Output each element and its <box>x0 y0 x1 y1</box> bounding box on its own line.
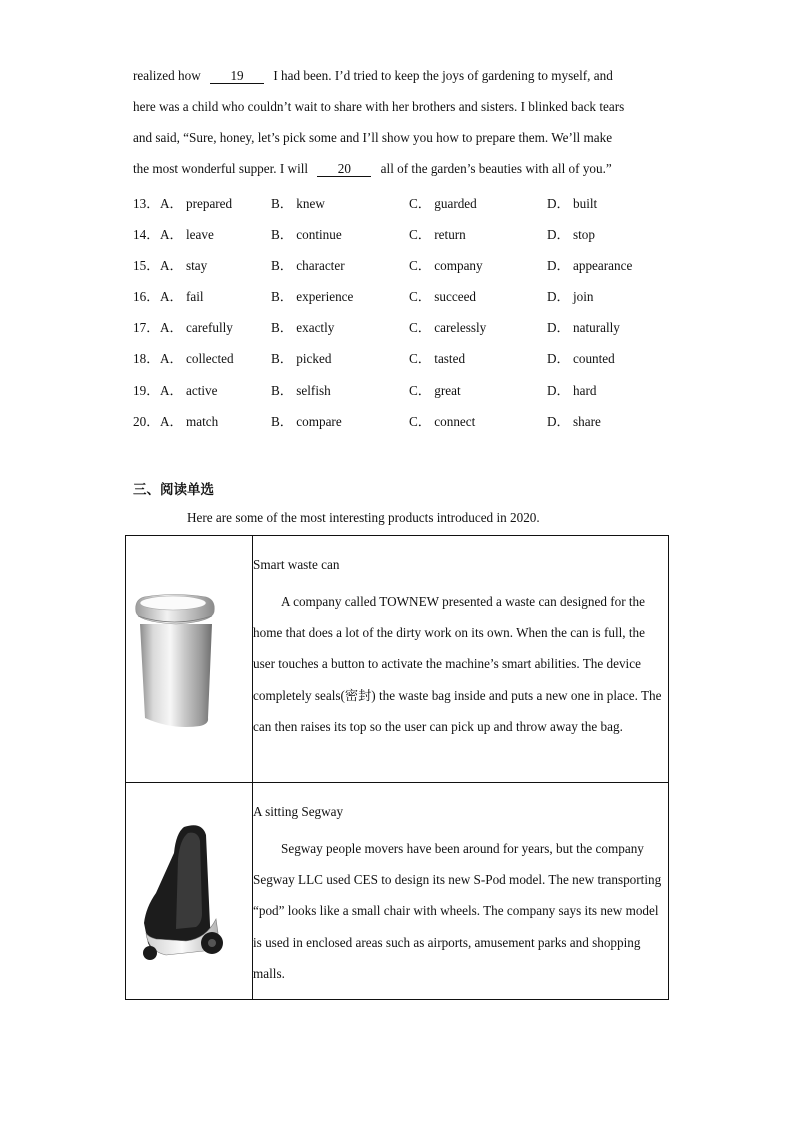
passage-line-2: here was a child who couldn’t wait to share with her brothers and sisters. I blinked back tears <box>133 99 625 114</box>
option-a[interactable]: A． carefully <box>160 320 233 335</box>
question-number: 20． <box>133 414 160 429</box>
option-a[interactable]: A． leave <box>160 227 214 242</box>
option-d[interactable]: D． naturally <box>547 320 620 335</box>
option-b[interactable]: B． picked <box>271 351 332 366</box>
passage-line-4 <box>133 161 612 177</box>
passage-line-1 <box>133 68 613 84</box>
option-c[interactable]: C． return <box>409 227 466 242</box>
option-c[interactable]: C． connect <box>409 414 476 429</box>
passage-text: the most wonderful supper. I will <box>133 161 309 176</box>
product-image-cell <box>126 536 253 783</box>
products-table <box>125 535 669 1000</box>
option-d[interactable]: D． counted <box>547 351 615 366</box>
option-b[interactable]: B． selfish <box>271 383 331 398</box>
option-b[interactable]: B． exactly <box>271 320 335 335</box>
option-c[interactable]: C． guarded <box>409 196 477 211</box>
question-number: 15． <box>133 258 160 273</box>
product-description: A company called TOWNEW presented a waste can designed for the home that does a lot of the dirty work on its own. When the can is full, the user touches a button to activate the machine’s smart abilities. The device completely seals(密封) the waste bag inside and puts a new one in place. The can then raises its top so the user can pick up and throw away the bag. <box>253 594 662 734</box>
blank-20: 20 <box>317 162 371 177</box>
option-c[interactable]: C． great <box>409 383 461 398</box>
product-image-cell <box>126 783 253 1000</box>
blank-19: 19 <box>210 69 264 84</box>
option-c[interactable]: C． tasted <box>409 351 466 366</box>
option-d[interactable]: D． share <box>547 414 601 429</box>
option-a[interactable]: A． active <box>160 383 218 398</box>
question-number: 13． <box>133 196 160 211</box>
table-row <box>126 536 669 783</box>
question-number: 18． <box>133 351 160 366</box>
option-c[interactable]: C． company <box>409 258 483 273</box>
option-a[interactable]: A． fail <box>160 289 204 304</box>
option-a[interactable]: A． match <box>160 414 219 429</box>
option-c[interactable]: C． succeed <box>409 289 477 304</box>
segway-image <box>126 783 252 995</box>
question-number: 14． <box>133 227 160 242</box>
option-a[interactable]: A． stay <box>160 258 208 273</box>
option-a[interactable]: A． collected <box>160 351 234 366</box>
option-d[interactable]: D． built <box>547 196 598 211</box>
option-d[interactable]: D． join <box>547 289 594 304</box>
table-row <box>126 783 669 1000</box>
product-title: A sitting Segway <box>253 804 344 819</box>
option-d[interactable]: D． hard <box>547 383 597 398</box>
option-d[interactable]: D． stop <box>547 227 595 242</box>
option-b[interactable]: B． experience <box>271 289 354 304</box>
option-b[interactable]: B． knew <box>271 196 325 211</box>
option-b[interactable]: B． continue <box>271 227 342 242</box>
section-title: 三、阅读单选 <box>133 482 214 498</box>
option-d[interactable]: D． appearance <box>547 258 633 273</box>
product-text-cell <box>253 536 669 783</box>
product-description: Segway people movers have been around for years, but the company Segway LLC used CES to design its new S-Pod model. The new transporting “pod” looks like a small chair with wheels. The company says its new model is used in enclosed areas such as airports, amusement parks and shopping malls. <box>253 841 662 981</box>
option-b[interactable]: B． character <box>271 258 345 273</box>
question-number: 19． <box>133 383 160 398</box>
option-c[interactable]: C． carelessly <box>409 320 487 335</box>
section-intro: Here are some of the most interesting products introduced in 2020. <box>187 510 540 525</box>
product-text-cell <box>253 783 669 1000</box>
question-number: 17． <box>133 320 160 335</box>
question-number: 16． <box>133 289 160 304</box>
waste-can-image <box>126 536 252 778</box>
product-title: Smart waste can <box>253 557 340 572</box>
passage-text: I had been. I’d tried to keep the joys of gardening to myself, and <box>273 68 613 83</box>
passage-line-3: and said, “Sure, honey, let’s pick some and I’ll show you how to prepare them. We’ll make <box>133 130 613 145</box>
passage-text: all of the garden’s beauties with all of you.” <box>380 161 612 176</box>
option-a[interactable]: A． prepared <box>160 196 233 211</box>
passage-text: realized how <box>133 68 201 83</box>
option-b[interactable]: B． compare <box>271 414 342 429</box>
